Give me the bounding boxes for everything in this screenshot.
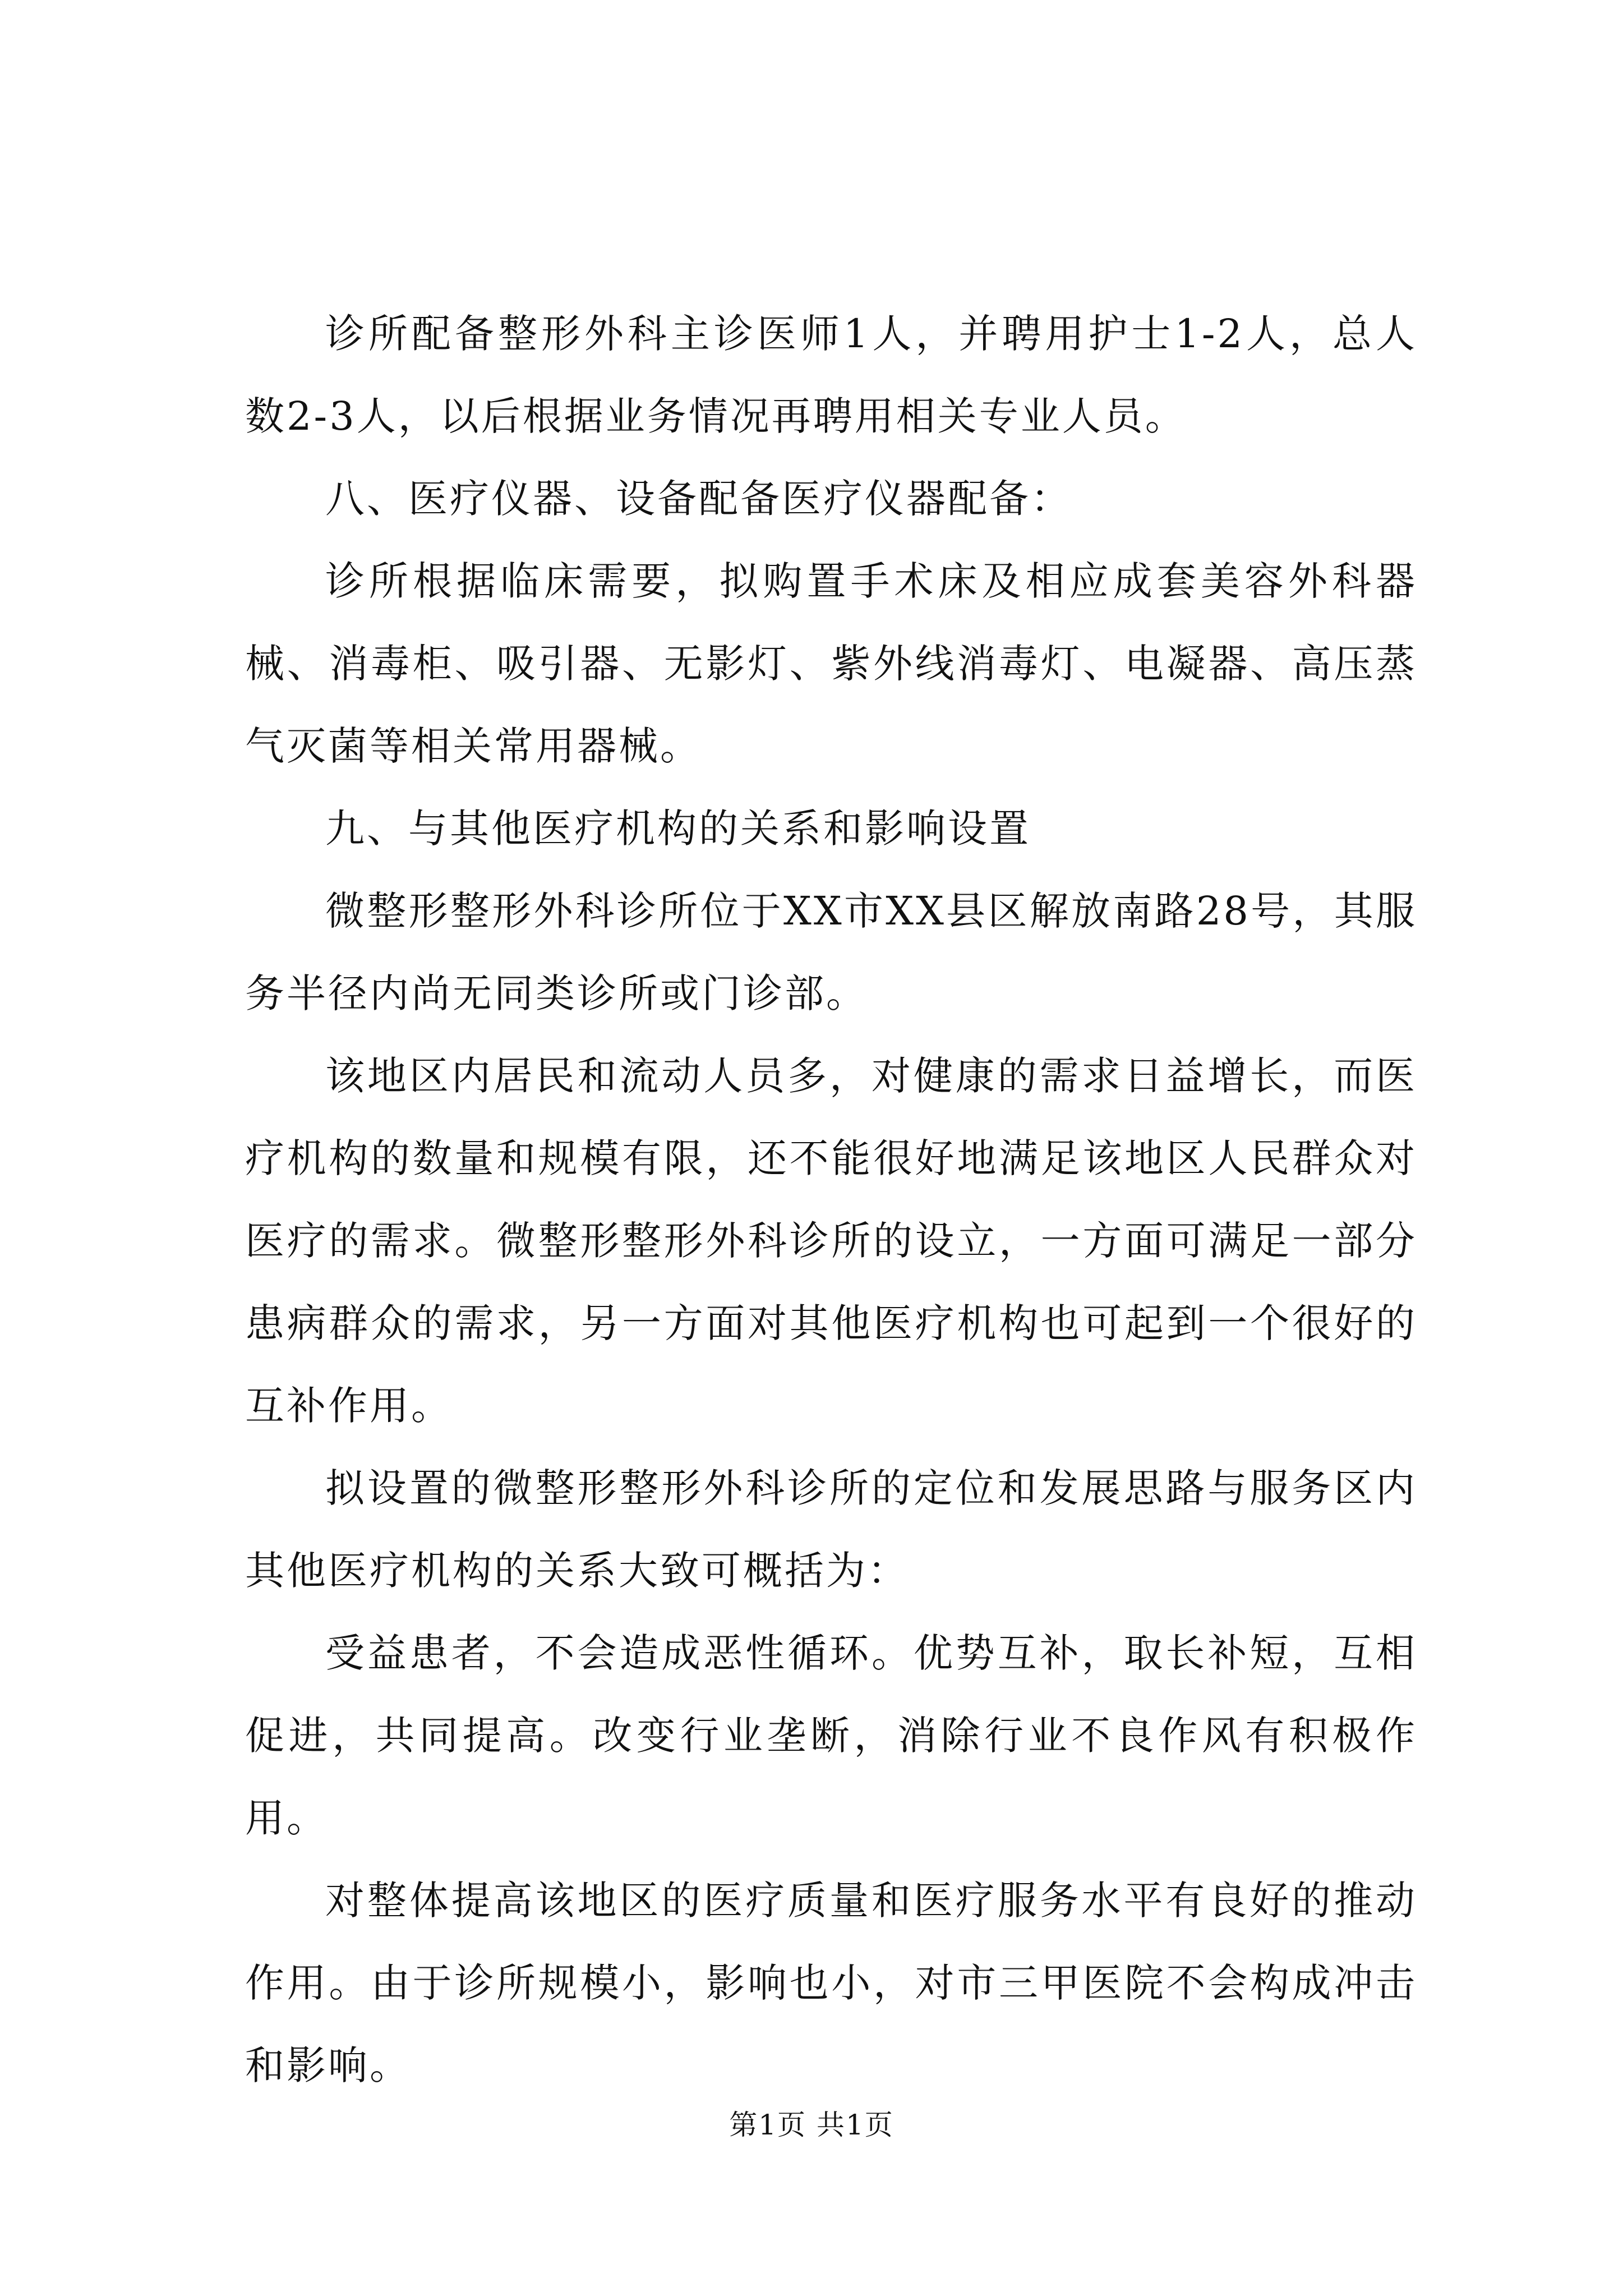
paragraph-location: 微整形整形外科诊所位于XX市XX县区解放南路28号，其服务半径内尚无同类诊所或门诊部。 xyxy=(245,888,1417,1016)
page-footer: 第1页 共1页 xyxy=(729,2109,894,2141)
paragraph-demand: 该地区内居民和流动人员多，对健康的需求日益增长，而医疗机构的数量和规模有限，还不能很好地满足该地区人民群众对医疗的需求。微整形整形外科诊所的设立，一方面可满足一部分患病群众的需求，另一方面对其他医疗机构也可起到一个很好的互补作用。 xyxy=(245,1053,1417,1429)
paragraph-equipment: 诊所根据临床需要，拟购置手术床及相应成套美容外科器械、消毒柜、吸引器、无影灯、紫外线消毒灯、电凝器、高压蒸气灭菌等相关常用器械。 xyxy=(245,558,1417,769)
paragraph-benefits: 受益患者，不会造成恶性循环。优势互补，取长补短，互相促进，共同提高。改变行业垄断，消除行业不良作风有积极作用。 xyxy=(245,1630,1417,1841)
document-body xyxy=(245,293,1417,2107)
heading-equipment: 八、医疗仪器、设备配备医疗仪器配备： xyxy=(325,476,1072,522)
paragraph-positioning: 拟设置的微整形整形外科诊所的定位和发展思路与服务区内其他医疗机构的关系大致可概括为： xyxy=(245,1465,1417,1594)
paragraph-staffing: 诊所配备整形外科主诊医师1人，并聘用护士1-2人，总人数2-3人，以后根据业务情况再聘用相关专业人员。 xyxy=(245,311,1417,439)
paragraph-impact: 对整体提高该地区的医疗质量和医疗服务水平有良好的推动作用。由于诊所规模小，影响也小，对市三甲医院不会构成冲击和影响。 xyxy=(245,1878,1417,2088)
heading-relations: 九、与其他医疗机构的关系和影响设置 xyxy=(325,806,1031,852)
